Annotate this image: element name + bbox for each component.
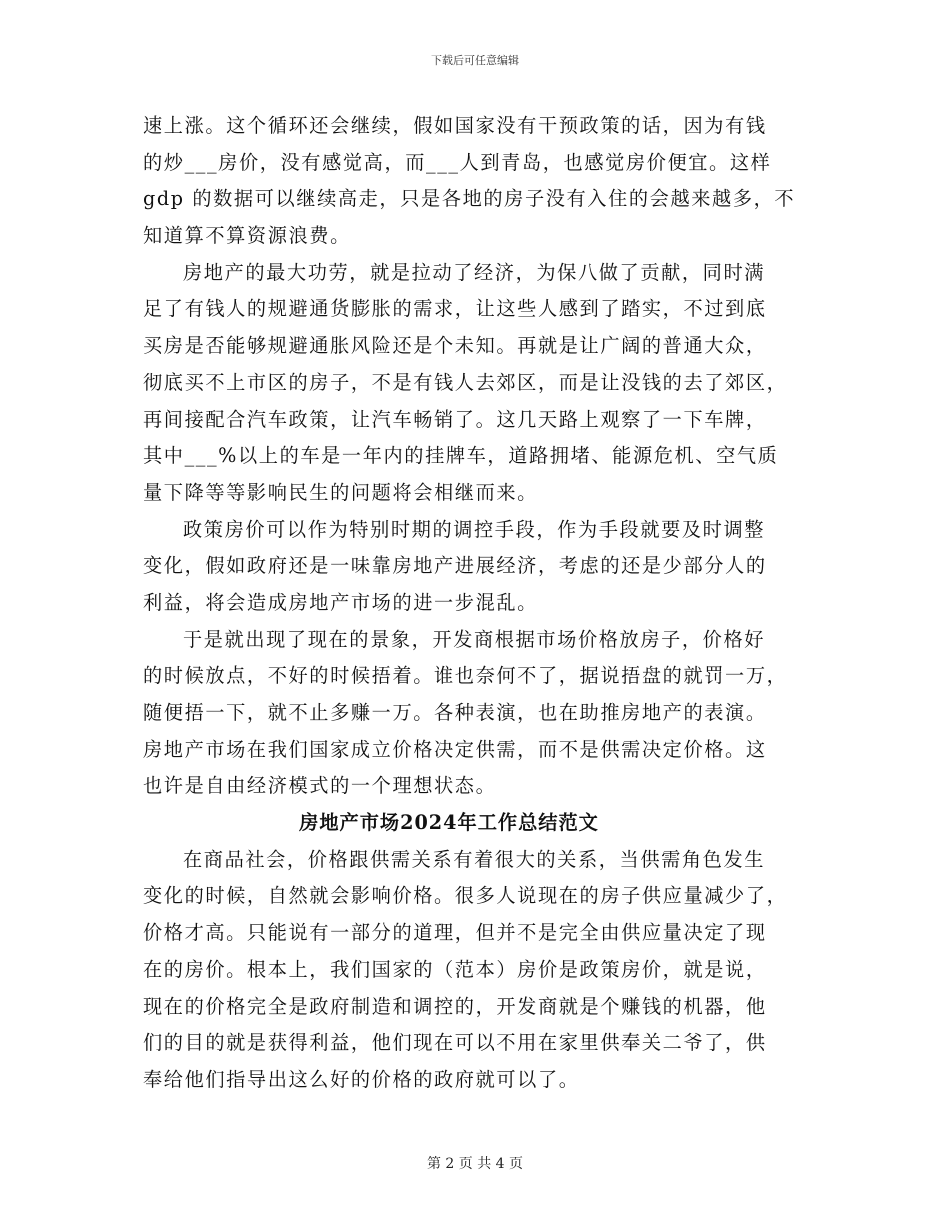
- text-line: 们的目的就是获得利益，他们现在可以不用在家里供奉关二爷了，供: [143, 1031, 767, 1055]
- text-line: 的炒___房价，没有感觉高，而___人到青岛，也感觉房价便宜。这样: [143, 150, 772, 174]
- text-line: 利益，将会造成房地产市场的进一步混乱。: [143, 590, 538, 614]
- text-line: 现在的价格完全是政府制造和调控的，开发商就是个赚钱的机器，他: [143, 994, 767, 1018]
- section-title: 房地产市场2024年工作总结范文: [299, 811, 599, 835]
- text-line: 政策房价可以作为特别时期的调控手段，作为手段就要及时调整: [183, 517, 766, 541]
- text-line: 再间接配合汽车政策，让汽车畅销了。这几天路上观察了一下车牌，: [143, 407, 767, 431]
- text-line: 奉给他们指导出这么好的价格的政府就可以了。: [143, 1067, 580, 1091]
- text-line: gdp 的数据可以继续高走，只是各地的房子没有入住的会越来越多，不: [143, 187, 796, 211]
- text-line: 在商品社会，价格跟供需关系有着很大的关系，当供需角色发生: [183, 847, 766, 871]
- text-line: 其中___%以上的车是一年内的挂牌车，道路拥堵、能源危机、空气质: [143, 444, 779, 468]
- text-line: 变化，假如政府还是一味靠房地产进展经济，考虑的还是少部分人的: [143, 554, 767, 578]
- text-line: 房地产市场在我们国家成立价格决定供需，而不是供需决定价格。这: [143, 737, 767, 761]
- text-line: 价格才高。只能说有一部分的道理，但并不是完全由供应量决定了现: [143, 921, 767, 945]
- text-line: 在的房价。根本上，我们国家的（范本）房价是政策房价，就是说，: [143, 957, 767, 981]
- text-line: 速上涨。这个循环还会继续，假如国家没有干预政策的话，因为有钱: [143, 114, 767, 137]
- text-line: 变化的时候，自然就会影响价格。很多人说现在的房子供应量减少了，: [143, 884, 788, 908]
- page-header: 下载后可任意编辑: [431, 54, 519, 67]
- text-line: 量下降等等影响民生的问题将会相继而来。: [143, 480, 538, 504]
- text-line: 房地产的最大功劳，就是拉动了经济，为保八做了贡献，同时满: [183, 260, 766, 284]
- page-number: 第 2 页 共 4 页: [426, 1156, 524, 1172]
- text-line: 彻底买不上市区的房子，不是有钱人去郊区，而是让没钱的去了郊区，: [143, 370, 788, 394]
- text-line: 知道算不算资源浪费。: [143, 224, 351, 248]
- text-line: 也许是自由经济模式的一个理想状态。: [143, 774, 497, 798]
- document-body: [143, 108, 815, 1099]
- text-line: 足了有钱人的规避通货膨胀的需求，让这些人感到了踏实，不过到底: [143, 297, 767, 321]
- text-line: 于是就出现了现在的景象，开发商根据市场价格放房子，价格好: [183, 627, 766, 651]
- text-line: 随便捂一下，就不止多赚一万。各种表演，也在助推房地产的表演。: [143, 701, 767, 724]
- text-line: 买房是否能够规避通胀风险还是个未知。再就是让广阔的普通大众，: [143, 334, 767, 358]
- text-line: 的时候放点，不好的时候捂着。谁也奈何不了，据说捂盘的就罚一万，: [143, 664, 788, 688]
